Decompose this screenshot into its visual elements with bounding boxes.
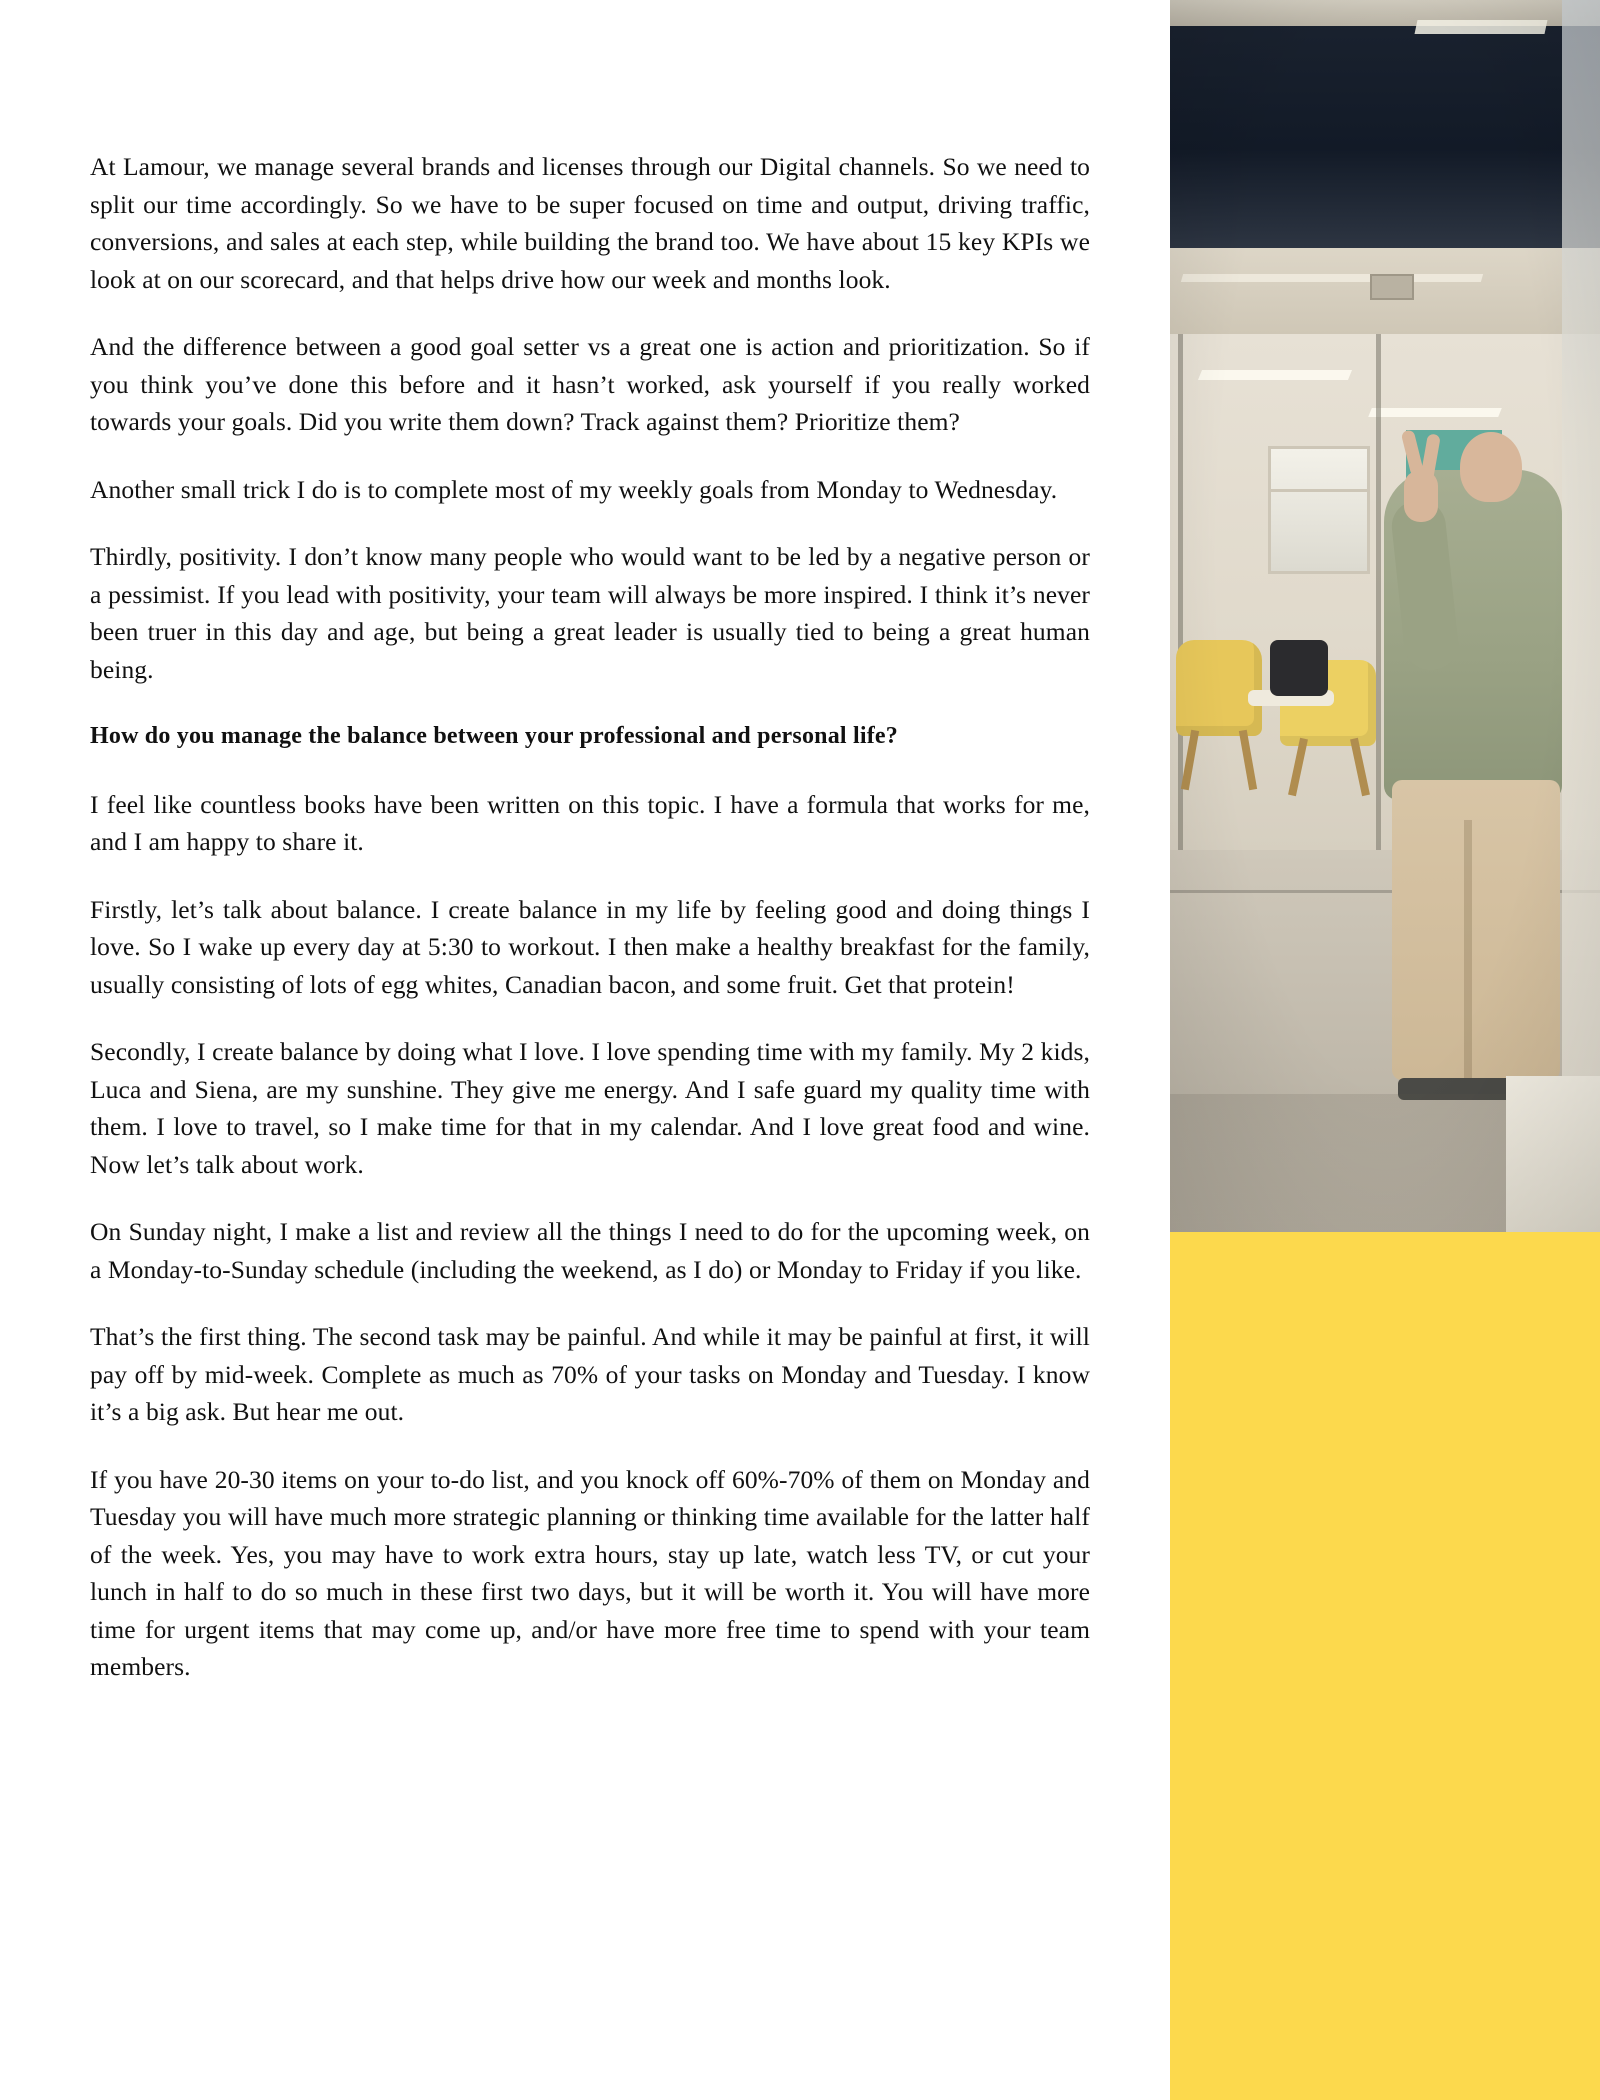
office-photo [1170,0,1600,1232]
photo-vignette [1170,0,1600,1232]
sidebar-panel [1170,0,1600,2100]
paragraph: On Sunday night, I make a list and review all the things I need to do for the upcoming week, on a Monday-to-Sunday schedule (including the weekend, as I do) or Monday to Friday if you like. [90,1217,1090,1284]
paragraph: I feel like countless books have been written on this topic. I have a formula that works for me, and I am happy to share it. [90,789,1090,856]
paragraph: And the difference between a good goal setter vs a great one is action and prioritization. So if you think you’ve done this before and it hasn’t worked, ask yourself if you really worked towards your goals. Did you write them down? Track against them? Prioritize them? [90,332,1090,436]
paragraph: If you have 20-30 items on your to-do list, and you knock off 60%-70% of them on Monday and Tuesday you will have much more strategic planning or thinking time available for the latter half of the week. Yes, you may have to work extra hours, stay up late, watch less TV, or cut your lunch in half to do so much in these first two days, but it will be worth it. You will have more time for urgent items that may come up, and/or have more free time to spend with your team members. [90,1464,1090,1681]
paragraph: Thirdly, positivity. I don’t know many people who would want to be led by a negative person or a pessimist. If you lead with positivity, your team will always be more inspired. I think it’s never been truer in this day and age, but being a great leader is usually tied to being a great human being. [90,542,1090,684]
article-text-column [90,148,1090,1686]
paragraph: Secondly, I create balance by doing what I love. I love spending time with my family. My 2 kids, Luca and Siena, are my sunshine. They give me energy. And I safe guard my quality time with them. I love to travel, so I make time for that in my calendar. And I love great food and wine. Now let’s talk about work. [90,1037,1090,1179]
photo-scene [1170,0,1600,1232]
yellow-accent-block [1170,1232,1600,2100]
paragraph: Another small trick I do is to complete most of my weekly goals from Monday to Wednesday. [90,474,1058,504]
paragraph: At Lamour, we manage several brands and licenses through our Digital channels. So we need to split our time accordingly. So we have to be super focused on time and output, driving traffic, conversions, and sales at each step, while building the brand too. We have about 15 key KPIs we look at on our scorecard, and that helps drive how our week and months look. [90,152,1090,294]
interview-question-heading: How do you manage the balance between your professional and personal life? [90,723,898,749]
paragraph: Firstly, let’s talk about balance. I create balance in my life by feeling good and doing things I love. So I wake up every day at 5:30 to workout. I then make a healthy breakfast for the family, usually consisting of lots of egg whites, Canadian bacon, and some fruit. Get that protein! [90,894,1090,999]
paragraph: That’s the first thing. The second task may be painful. And while it may be painful at first, it will pay off by mid-week. Complete as much as 70% of your tasks on Monday and Tuesday. I know it’s a big ask. But hear me out. [90,1322,1090,1426]
